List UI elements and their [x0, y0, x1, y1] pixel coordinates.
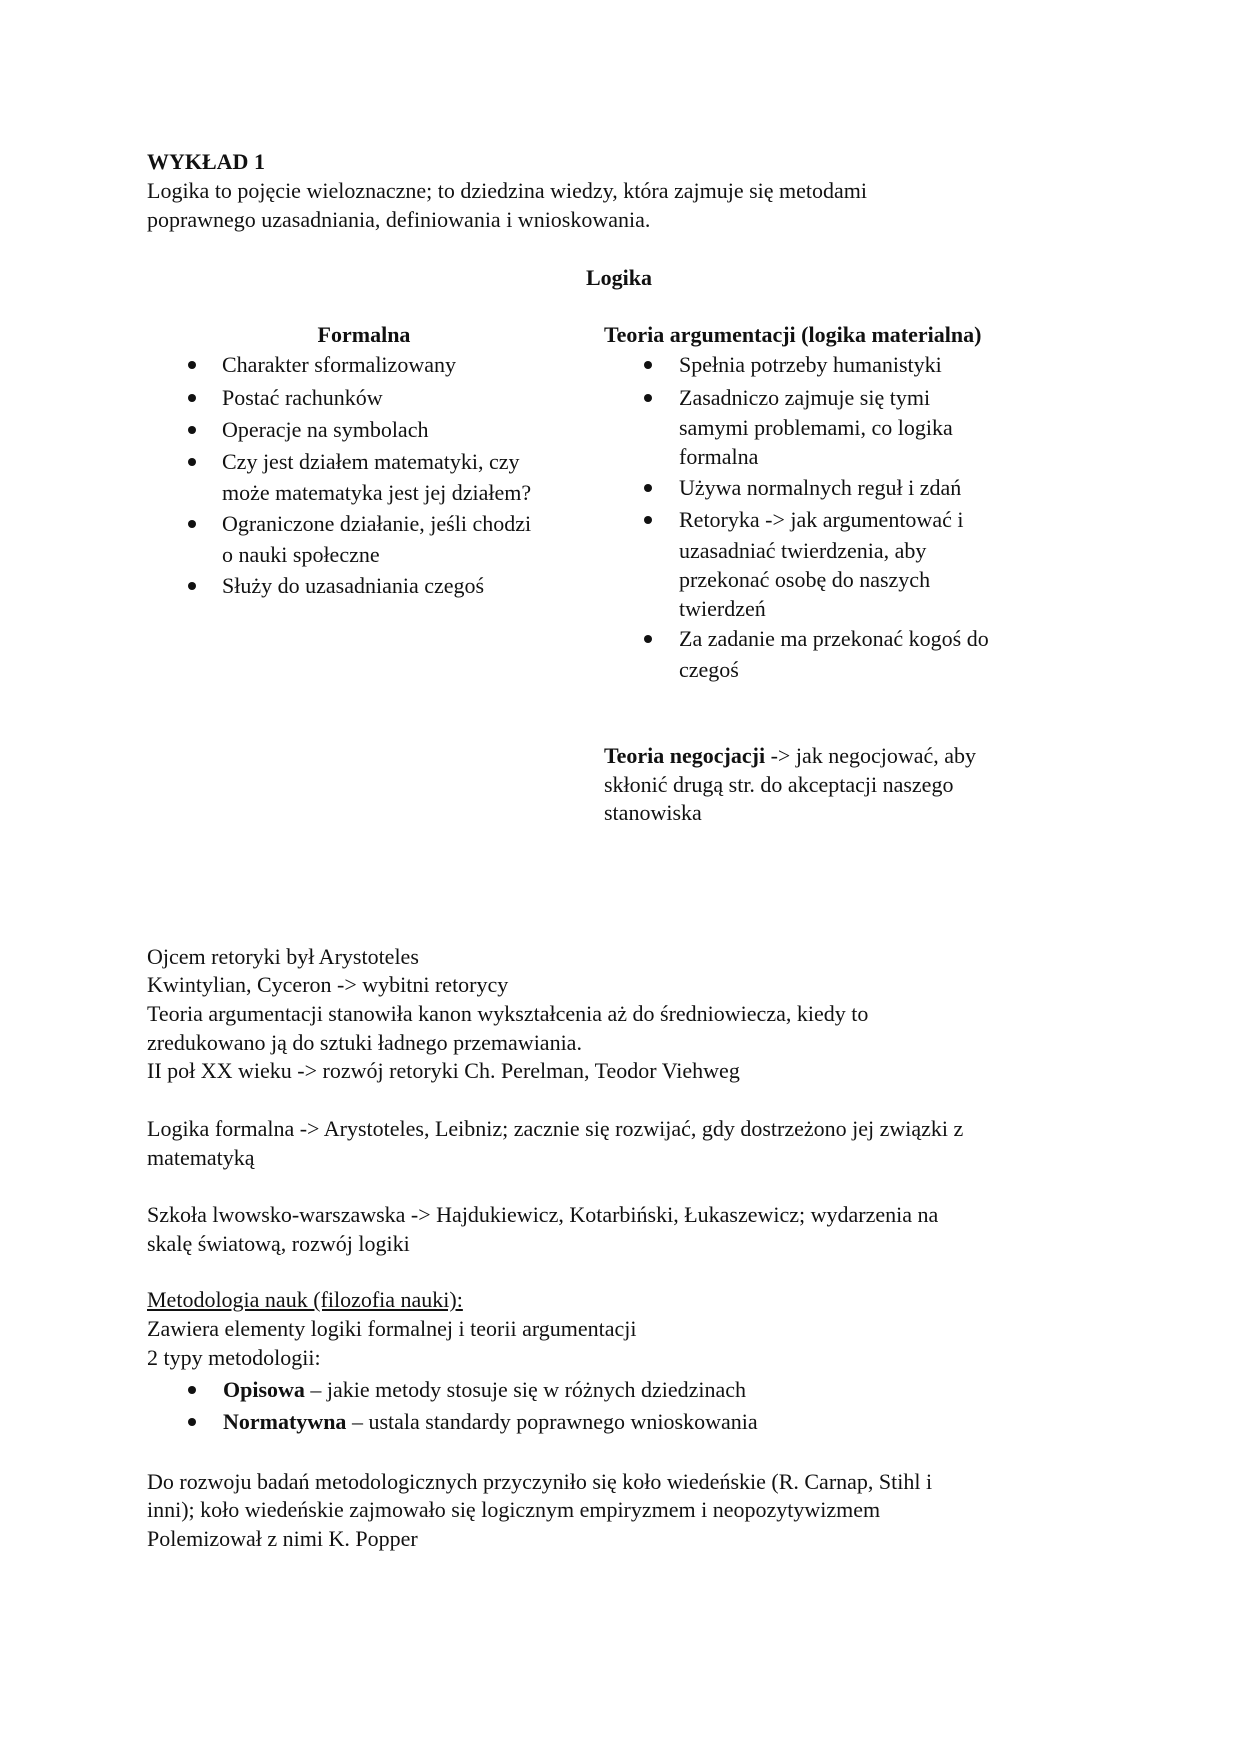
- text-line: zredukowano ją do sztuki ładnego przemawiania.: [147, 1030, 582, 1055]
- type-name: Opisowa: [223, 1377, 305, 1402]
- text-line: II poł XX wieku -> rozwój retoryki Ch. Perelman, Teodor Viehweg: [147, 1058, 740, 1083]
- text-line: Do rozwoju badań metodologicznych przyczyniło się koło wiedeńskie (R. Carnap, Stihl i: [147, 1469, 933, 1494]
- methodology-heading: Metodologia nauk (filozofia nauki):: [147, 1287, 463, 1312]
- bullet-icon: [644, 361, 652, 369]
- bullet-icon: [188, 582, 196, 590]
- text-line: Zawiera elementy logiki formalnej i teorii argumentacji: [147, 1316, 637, 1341]
- list-item: Operacje na symbolach: [222, 417, 429, 442]
- list-item: uzasadniać twierdzenia, aby: [679, 538, 927, 563]
- list-item: przekonać osobę do naszych: [679, 567, 931, 592]
- bullet-icon: [188, 394, 196, 402]
- negotiation-paragraph: [604, 742, 976, 770]
- type-name: Normatywna: [223, 1409, 347, 1434]
- list-item: samymi problemami, co logika: [679, 415, 953, 440]
- text-line: Kwintylian, Cyceron -> wybitni retorycy: [147, 972, 509, 997]
- list-item: formalna: [679, 444, 759, 469]
- text-line: skłonić drugą str. do akceptacji naszego: [604, 772, 954, 797]
- right-column-heading: Teoria argumentacji (logika materialna): [604, 322, 982, 347]
- text-line: Szkoła lwowsko-warszawska -> Hajdukiewicz, Kotarbiński, Łukaszewicz; wydarzenia na: [147, 1202, 939, 1227]
- text-line: skalę światową, rozwój logiki: [147, 1231, 410, 1256]
- bullet-icon: [188, 458, 196, 466]
- methodology-type: [223, 1376, 746, 1404]
- bullet-icon: [644, 394, 652, 402]
- list-item: może matematyka jest jej działem?: [222, 480, 532, 505]
- list-item: Używa normalnych reguł i zdań: [679, 475, 962, 500]
- bullet-icon: [188, 520, 196, 528]
- bullet-icon: [188, 1386, 196, 1394]
- text-line: Logika formalna -> Arystoteles, Leibniz; zacznie się rozwijać, gdy dostrzeżono jej związki z: [147, 1116, 964, 1141]
- text-line: inni); koło wiedeńskie zajmowało się logicznym empiryzmem i neopozytywizmem: [147, 1497, 881, 1522]
- bullet-icon: [188, 1418, 196, 1426]
- negotiation-term: Teoria negocjacji: [604, 743, 766, 768]
- list-item: Służy do uzasadniania czegoś: [222, 573, 485, 598]
- list-item: Retoryka -> jak argumentować i: [679, 507, 964, 532]
- type-description: – jakie metody stosuje się w różnych dziedzinach: [304, 1377, 747, 1402]
- text-line: matematyką: [147, 1145, 255, 1170]
- text-line: Polemizował z nimi K. Popper: [147, 1526, 418, 1551]
- type-description: – ustala standardy poprawnego wnioskowania: [346, 1409, 758, 1434]
- bullet-icon: [644, 484, 652, 492]
- list-item: Spełnia potrzeby humanistyki: [679, 352, 942, 377]
- document-title: WYKŁAD 1: [147, 149, 265, 174]
- list-item: Czy jest działem matematyki, czy: [222, 449, 520, 474]
- list-item: Charakter sformalizowany: [222, 352, 456, 377]
- list-item: Postać rachunków: [222, 385, 383, 410]
- text-line: stanowiska: [604, 800, 702, 825]
- intro-line: Logika to pojęcie wieloznaczne; to dziedzina wiedzy, która zajmuje się metodami: [147, 178, 868, 203]
- list-item: czegoś: [679, 657, 739, 682]
- list-item: Zasadniczo zajmuje się tymi: [679, 385, 931, 410]
- list-item: Ograniczone działanie, jeśli chodzi: [222, 511, 532, 536]
- left-column-heading: Formalna: [317, 322, 411, 347]
- list-item: Za zadanie ma przekonać kogoś do: [679, 626, 989, 651]
- bullet-icon: [644, 516, 652, 524]
- bullet-icon: [644, 635, 652, 643]
- intro-line: poprawnego uzasadniania, definiowania i wnioskowania.: [147, 207, 651, 232]
- bullet-icon: [188, 361, 196, 369]
- text-line: Ojcem retoryki był Arystoteles: [147, 944, 419, 969]
- bullet-icon: [188, 426, 196, 434]
- negotiation-text: -> jak negocjować, aby: [765, 743, 977, 768]
- methodology-type: [223, 1408, 758, 1436]
- diagram-heading: Logika: [585, 265, 653, 290]
- list-item: o nauki społeczne: [222, 542, 380, 567]
- list-item: twierdzeń: [679, 596, 766, 621]
- text-line: Teoria argumentacji stanowiła kanon wykształcenia aż do średniowiecza, kiedy to: [147, 1001, 869, 1026]
- text-line: 2 typy metodologii:: [147, 1345, 321, 1370]
